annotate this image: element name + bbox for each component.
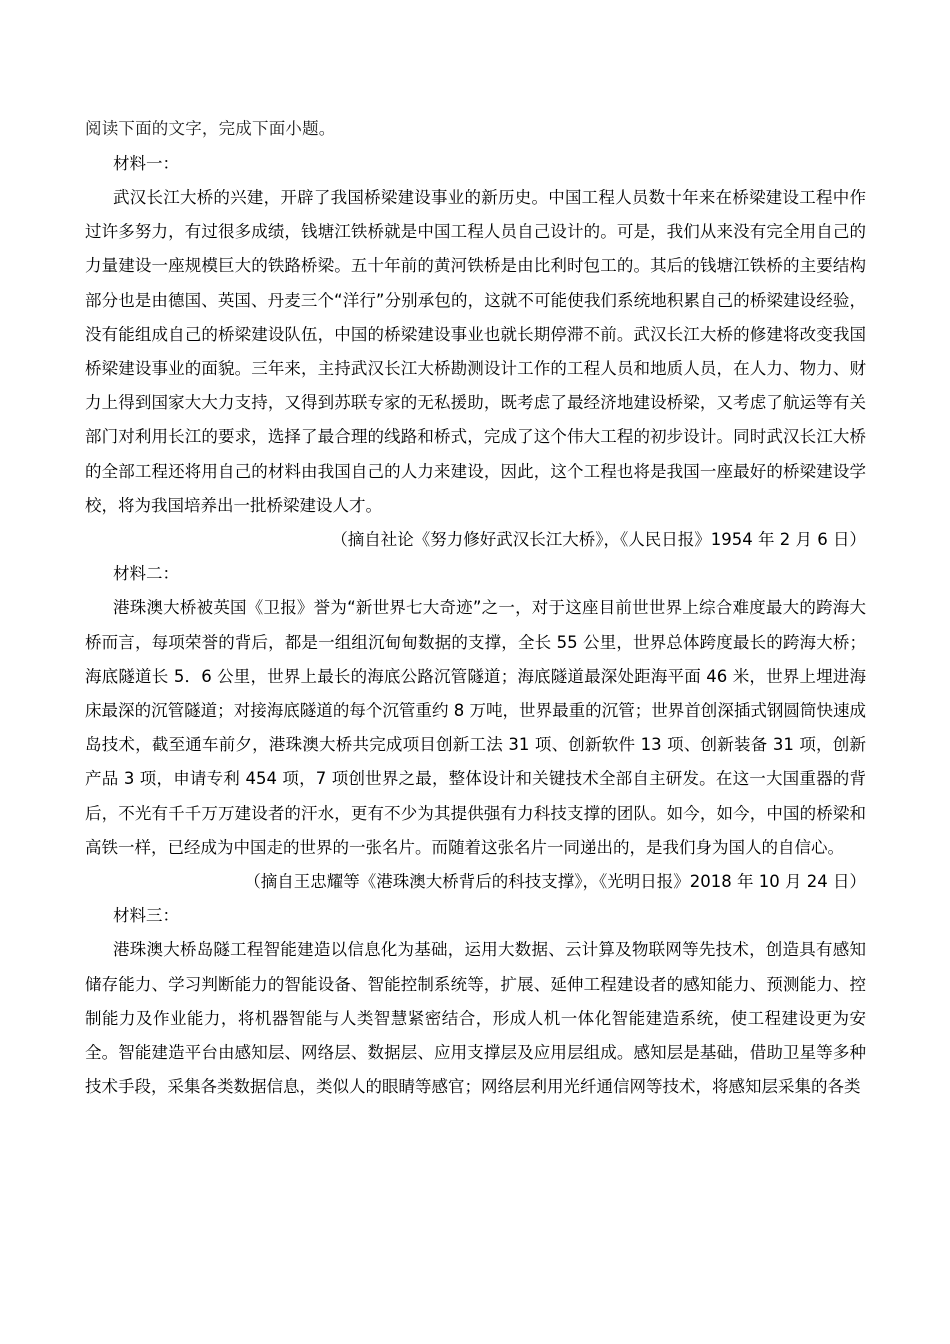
material-three-paragraph: 港珠澳大桥岛隧工程智能建造以信息化为基础，运用大数据、云计算及物联网等先技术，创造具有感知储存能力、学习判断能力的智能设备、智能控制系统等，扩展、延伸工程建设者的感知能力、预测能力、控制能力及作业能力，将机器智能与人类智慧紧密结合，形成人机一体化智能建造系统，使工程建设更为安全。智能建造平台由感知层、网络层、数据层、应用支撑层及应用层组成。感知层是基础，借助卫星等多种技术手段，采集各类数据信息，类似人的眼睛等感官；网络层利用光纤通信网等技术，将感知层采集的各类 (85, 940, 866, 1097)
material-one-paragraph: 武汉长江大桥的兴建，开辟了我国桥梁建设事业的新历史。中国工程人员数十年来在桥梁建设工程中作过许多努力，有过很多成绩，钱塘江铁桥就是中国工程人员自己设计的。可是，我们从来没有完全用自己的力量建设一座规模巨大的铁路桥梁。五十年前的黄河铁桥是由比利时包工的。其后的钱塘江铁桥的主要结构部分也是由德国、英国、丹麦三个“洋行”分别承包的，这就不可能使我们系统地积累自己的桥梁建设经验，没有能组成自己的桥梁建设队伍，中国的桥梁建设事业也就长期停滞不前。武汉长江大桥的修建将改变我国桥梁建设事业的面貌。三年来，主持武汉长江大桥勘测设计工作的工程人员和地质人员，在人力、物力、财力上得到国家大大力支持，又得到苏联专家的无私援助，既考虑了最经济地建设桥梁，又考虑了航运等有关部门对利用长江的要求，选择了最合理的线路和桥式，完成了这个伟大工程的初步设计。同时武汉长江大桥的全部工程还将用自己的材料由我国自己的人力来建设，因此，这个工程也将是我国一座最好的桥梁建设学校，将为我国培养出一批桥梁建设人才。 (85, 187, 866, 515)
material-label-three: 材料三： (113, 906, 179, 926)
reading-instruction: 阅读下面的文字，完成下面小题。 (85, 119, 336, 138)
material-two-paragraph: 港珠澳大桥被英国《卫报》誉为“新世界七大奇迹”之一，对于这座目前世世界上综合难度最大的跨海大桥而言，每项荣誉的背后，都是一组组沉甸甸数据的支撑，全长 55 公里，世界总体跨度最长的跨海大桥；海底隧道长 5．6 公里，世界上最长的海底公路沉管隧道；海底隧道最深处距海平面 46 米，世界上埋进海床最深的沉管隧道；对接海底隧道的每个沉管重约 8 万吨，世界最重的沉管；世界首创深插式钢圆筒快速成岛技术，截至通车前夕，港珠澳大桥共完成项目创新工法 31 项、创新软件 13 项、创新装备 31 项，创新产品 3 项，申请专利 454 项，7 项创世界之最，整体设计和关键技术全部自主研发。在这一大国重器的背后，不光有千千万万建设者的汗水，更有不少为其提供强有力科技支撑的团队。如今，如今，中国的桥梁和高铁一样，已经成为中国走的世界的一张名片。而随着这张名片一同递出的，是我们身为国人的自信心。 (85, 598, 866, 857)
material-label-one: 材料一： (113, 153, 179, 173)
material-label-two: 材料二： (113, 564, 179, 584)
material-one-source: （摘自社论《努力修好武汉长江大桥》，《人民日报》1954 年 2 月 6 日） (331, 529, 866, 549)
document-body (85, 112, 866, 1104)
material-two-source: （摘自王忠耀等《港珠澳大桥背后的科技支撑》，《光明日报》2018 年 10 月 24 日） (244, 871, 866, 891)
